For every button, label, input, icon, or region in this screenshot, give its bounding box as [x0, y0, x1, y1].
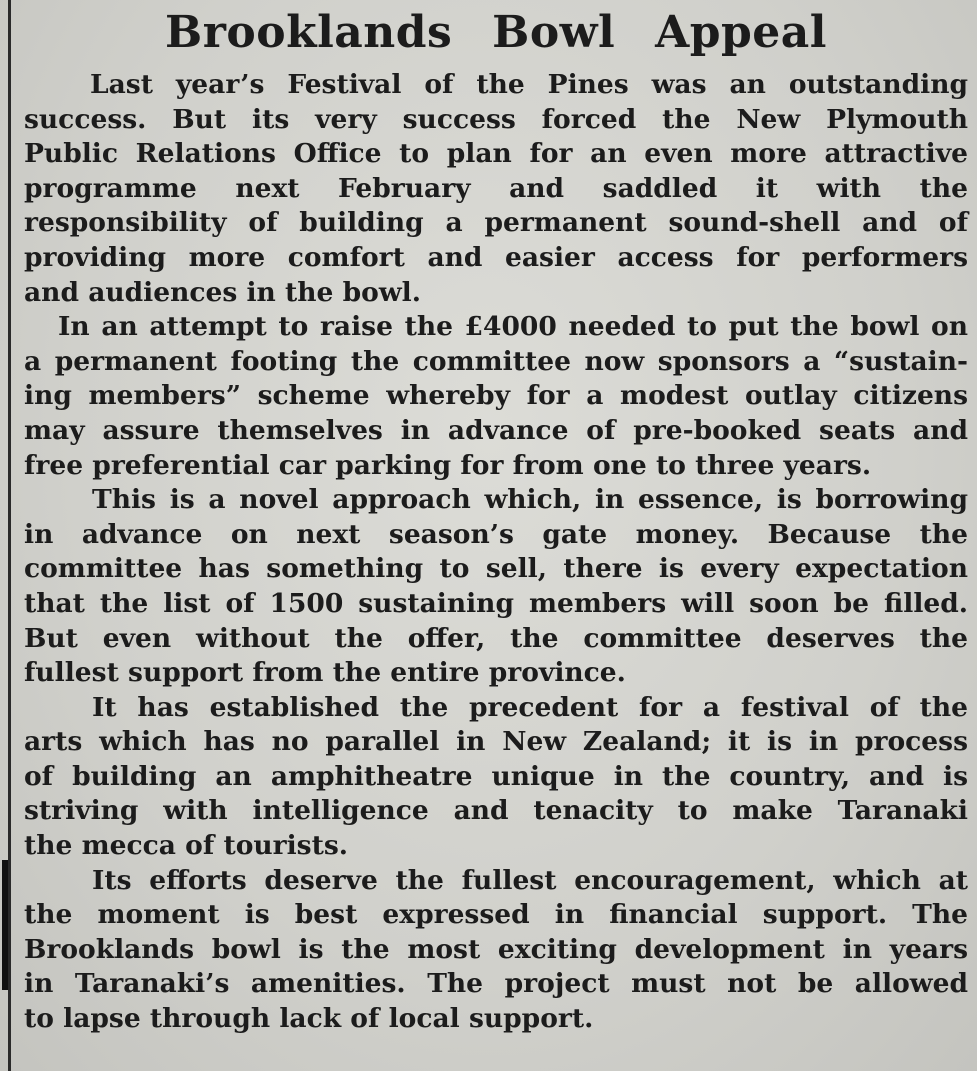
paragraph-line: success. But its very success forced the New Plymouth	[24, 103, 968, 135]
paragraph-line: But even without the offer, the committee deserves the	[24, 622, 968, 654]
article	[24, 6, 968, 1037]
paragraph-line: programme next February and saddled it with the	[24, 172, 968, 204]
paragraph-line: Public Relations Office to plan for an even more attractive	[24, 138, 968, 170]
paragraph-line: the moment is best expressed in financial support. The	[24, 899, 968, 931]
paragraph-line: Last year’s Festival of the Pines was an outstanding	[90, 69, 968, 100]
paragraph-line: fullest support from the entire province.	[24, 657, 626, 689]
paragraph-line: responsibility of building a permanent sound-shell and of	[24, 207, 968, 239]
paragraph-line: providing more comfort and easier access for performers	[24, 241, 968, 273]
paragraph-line: the mecca of tourists.	[24, 830, 348, 862]
paragraph-line: Its efforts deserve the fullest encouragement, which at	[92, 864, 968, 896]
paragraph-5	[24, 864, 968, 1037]
paragraph-2	[24, 310, 968, 483]
paragraph-line: In an attempt to raise the £4000 needed to put the bowl on	[58, 311, 968, 343]
paragraph-line: to lapse through lack of local support.	[24, 1003, 594, 1035]
paragraph-line: and audiences in the bowl.	[24, 276, 421, 308]
paragraph-line: striving with intelligence and tenacity to make Taranaki	[24, 795, 968, 827]
paragraph-line: Brooklands bowl is the most exciting development in years	[24, 933, 968, 965]
paragraph-line: It has established the precedent for a festival of the	[92, 691, 968, 723]
column-rule	[8, 0, 11, 1071]
paragraph-4	[24, 691, 968, 864]
paragraph-line: of building an amphitheatre unique in the country, and is	[24, 760, 968, 792]
paragraph-line: arts which has no parallel in New Zealand; it is in process	[24, 726, 968, 758]
paragraph-line: may assure themselves in advance of pre-booked seats and	[24, 414, 968, 446]
paragraph-1	[24, 68, 968, 310]
paragraph-line: a permanent footing the committee now sponsors a “sustain-	[24, 345, 968, 377]
paragraph-line: This is a novel approach which, in essence, is borrowing	[92, 484, 968, 516]
paragraph-line: in advance on next season’s gate money. Because the	[24, 518, 968, 550]
paragraph-3	[24, 483, 968, 691]
paragraph-line: free preferential car parking for from one to three years.	[24, 449, 872, 481]
paragraph-line: in Taranaki’s amenities. The project must not be allowed	[24, 968, 968, 1000]
column-rule-mark	[2, 860, 8, 990]
paragraph-line: ing members” scheme whereby for a modest outlay citizens	[24, 380, 968, 412]
headline: Brooklands Bowl Appeal	[165, 7, 827, 58]
paragraph-line: that the list of 1500 sustaining members will soon be filled.	[24, 587, 968, 619]
paragraph-line: committee has something to sell, there is every expectation	[24, 553, 968, 585]
